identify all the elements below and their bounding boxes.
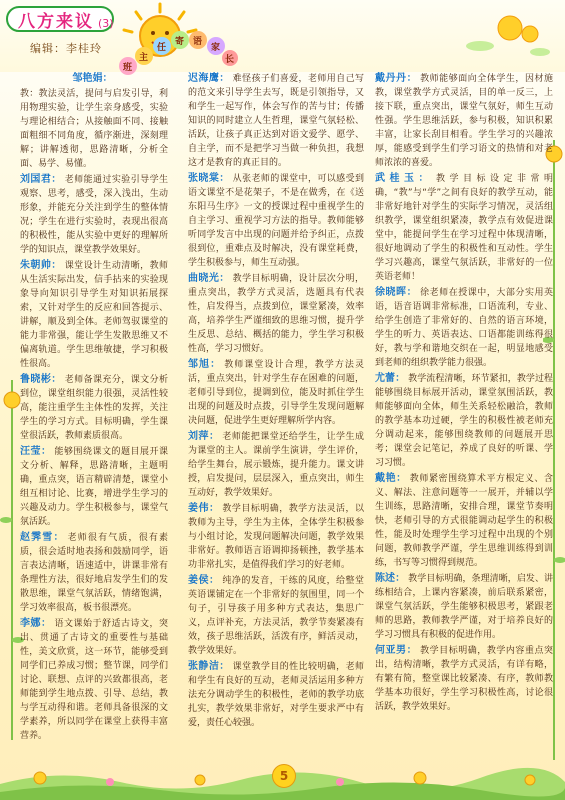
banner-char: 长 bbox=[225, 55, 235, 65]
teacher-name: 迟海鹰： bbox=[188, 73, 230, 84]
issue-number: (3) bbox=[98, 16, 114, 30]
comment-text: 课堂设计生动清晰，教师从生活实际出发，信手拈来的实验现象导向知识引导学生对知识拓展探索，又针对学生的反应和回答提示、讲解，顺及到全体。老师驾驭课堂的能力非常强，能让学生发散思维又不偏离轨道。学生思维敏捷，学习积极性很高。 bbox=[20, 261, 168, 369]
teacher-name: 何亚男： bbox=[375, 645, 418, 656]
comment-text: 老师备课充分，课文分析到位，课堂组织能力很强，灵活性较高，能注重学生主体性的发挥，关注学生的学习方式。目标明确，学生课堂很活跃，教师素质很高。 bbox=[20, 375, 168, 441]
banner-text bbox=[118, 22, 238, 76]
comment-paragraph bbox=[188, 660, 364, 730]
teacher-name: 刘萍： bbox=[188, 431, 220, 442]
comment-text: 老师很有气质，很有素质，很会适时地表扬和鼓励同学，语言表达清晰，语速适中，讲课非常有条理性方法，很好地启发学生们的发散思维，课堂气氛活跃，情绪饱满，学习效率很高，板书很漂亮。 bbox=[20, 533, 168, 613]
comment-text: 老师能把课堂还给学生，让学生成为课堂的主人。课前学生演讲，学生评价，给学生舞台，展示锻炼，提升能力。课文讲授，启发提问，层层深入，重点突出，师生互动好，教学效果好。 bbox=[188, 432, 364, 498]
comment-paragraph bbox=[20, 373, 168, 443]
section-title: 八方来议 (3) bbox=[18, 11, 114, 32]
comment-text: 教学目标明确，教学内容重点突出，结构清晰，教学方式灵活，有详有略，有繁有简，整堂课比较紧凑、有序，教师教学基本功很好，学生学习积极性高，讨论很活跃，教学效果好。 bbox=[375, 646, 553, 712]
banner-char: 语 bbox=[193, 37, 203, 47]
comment-text: 老师能通过实验引导学生观察、思考，感受，深入浅出，生动形象，并能充分关注到学生的整体情况；学生在进行实验时，表现出很高的积极性，能从实验中更好的理解所学的知识点，课堂教学效果好。 bbox=[20, 175, 168, 255]
comment-paragraph bbox=[188, 358, 364, 428]
page-number: 5 bbox=[272, 764, 296, 788]
teacher-name: 鲁晓彬： bbox=[20, 374, 62, 385]
comment-paragraph bbox=[188, 272, 364, 356]
teacher-name: 张静洁： bbox=[188, 661, 230, 672]
comment-paragraph bbox=[375, 372, 553, 470]
teacher-name: 姜侯： bbox=[188, 575, 220, 586]
comment-paragraph bbox=[20, 173, 168, 257]
comment-text: 从张老师的课堂中，可以感受到语文课堂不是花架子，不是在做秀，在《送东阳马生序》一文的授课过程中重视学生的自主学习、重视学习方法的指导。教师能够听同学发言中出现的问题并给予纠正，点拨很到位，重难点及时解决，没有课堂耗费，学生积极参与，师生互动强。 bbox=[188, 174, 364, 268]
comment-text: 能够围绕课文的题目展开课文分析、解释，思路清晰，主题明确，重点突，语言精辟清楚，课堂小组互相讨论、比赛，增进学生学习的兴趣及动力。学生积极参与，课堂气氛活跃。 bbox=[20, 447, 168, 527]
comment-paragraph bbox=[20, 617, 168, 743]
comment-paragraph bbox=[188, 502, 364, 572]
comment-text: 教学目标设定非常明确，“教”与“学”之间有良好的教学互动，能非常好地针对学生的实际学习情况，灵活组织教学，课堂组织紧凑，教学点有效促进课堂中，能提问学生在学习过程中体现清晰，很好地调动了学生的积极性和互动性。学生学习兴趣高，课堂气氛活跃，非常好的一位英语老师！ bbox=[375, 174, 553, 282]
comment-text: 教学目标明确，教学方法灵活，以教师为主导，学生为主体，全体学生积极参与小组讨论，发现问题解决问题，教学效果非常好。教师语言语调抑扬顿挫，教学基本功非常扎实，是值得我们学习的好老师。 bbox=[188, 504, 364, 570]
comment-text: 徐老师在授课中，大部分实用英语，语音语调非常标准，口语流利，专业、给学生创造了非常好的、自然的语言环境，学生的听力、英语表达、口语都能训练得很好，教与学和谐地交织在一起，明显地感受到老师的组织教学能力很强。 bbox=[375, 288, 553, 368]
column-right bbox=[375, 72, 553, 766]
comment-text: 教师能够面向全体学生，因材施教，课堂教学方式灵活，目的单一反三，上接下联，重点突出，课堂气氛好，师生互动性强。学生思维活跃，参与积极，知识积累丰富，让家长刮目相看。学生学习的兴趣浓厚，能感受到学生们学习语文的热情和对老师浓浓的喜爱。 bbox=[375, 74, 553, 168]
comment-paragraph bbox=[375, 172, 553, 284]
comment-text: 教学目标明确，设计层次分明，重点突出，教学方式灵活，选题具有代表性，启发得当，点拨到位，课堂紧凑，效率高，培养学生严谨细致的思维习惯，提升学生反思、总结、概括的能力，学生学习积极性高，学习习惯好。 bbox=[188, 274, 364, 354]
column-middle bbox=[188, 72, 364, 766]
teacher-name: 朱朝帅： bbox=[20, 260, 62, 271]
comment-paragraph bbox=[188, 574, 364, 658]
teacher-name: 姜伟： bbox=[188, 503, 220, 514]
teacher-name: 陈述： bbox=[375, 573, 406, 584]
section-title-badge bbox=[6, 6, 114, 32]
comment-text: 语文课始于舒适古诗文，突出、贯通了古诗文的重要性与基础性，美文欣赏，这一环节，能够受到同学们已养成习惯；整节课，同学们讨论、联想、点评的兴致都很高，老师能到学生地点拨、引导、总结，教与学互动得和谐。老师具备很深的文学素养，所以同学在课堂上获得丰富营养。 bbox=[20, 619, 168, 741]
comment-text: 教学流程清晰，环节紧扣，教学过程能够围绕目标展开活动，课堂氛围活跃，教师能够面向全体，师生关系轻松融洽，教师的教学基本功过硬，学生的积极性被老师充分调动起来，能够围绕教师的问题展开思考；课堂会记笔记，养成了良好的听课、学习习惯。 bbox=[375, 374, 553, 468]
comment-paragraph bbox=[188, 430, 364, 500]
banner-char: 班 bbox=[123, 63, 133, 73]
teacher-name: 邹旭： bbox=[188, 359, 222, 370]
comment-paragraph bbox=[20, 72, 168, 171]
comment-paragraph bbox=[20, 531, 168, 615]
comment-text: 纯净的发音，干练的风度，给整堂英语课铺定在一个非常好的氛围里，同一个句子，引导孩子用多种方式表达，集思广义，点评补充，方法灵活，教学节奏紧凑有效，孩子思维活跃，活泼有序，鲜活灵动，教学效果好。 bbox=[188, 576, 364, 656]
teacher-name: 汪莹： bbox=[20, 446, 52, 457]
comment-paragraph bbox=[188, 72, 364, 170]
comment-text: 课堂教学目的性比较明确，老师和学生有良好的互动，老师灵活运用多种方法充分调动学生的积极性，老师的教学功底扎实，教学效果非常好，对学生要求严中有爱，责任心较强。 bbox=[188, 662, 364, 728]
comment-paragraph bbox=[375, 472, 553, 570]
teacher-name: 戴艳： bbox=[375, 473, 407, 484]
flower-decoration-icon bbox=[390, 8, 550, 58]
teacher-name: 曲晓光： bbox=[188, 273, 230, 284]
comment-text: 教师紧密围绕算术平方根定义、含义、解法、注意问题等一一展开，并辅以学生训练，思路清晰，安排合理，课堂节奏明快，老师引导的方式很能调动起学生的积极性，能及时处理学生学习过程中出现的个别问题，教师教学严谨，学生思维训练得到训练，书写等习惯得到规范。 bbox=[375, 474, 553, 568]
teacher-name: 武桂玉： bbox=[375, 173, 433, 184]
banner-char: 任 bbox=[157, 43, 167, 53]
comment-paragraph bbox=[20, 259, 168, 371]
comment-paragraph bbox=[375, 572, 553, 642]
comment-paragraph bbox=[375, 644, 553, 714]
teacher-name: 尤蕾： bbox=[375, 373, 406, 384]
comment-paragraph bbox=[375, 286, 553, 370]
comment-paragraph bbox=[375, 72, 553, 170]
column-left bbox=[20, 72, 168, 766]
teacher-name: 戴丹丹： bbox=[375, 73, 418, 84]
teacher-name: 赵霁雪： bbox=[20, 532, 65, 543]
teacher-name: 邹艳娟： bbox=[72, 73, 113, 84]
comment-text: 教：教法灵活，提问与启发引导，利用物理实验，让学生亲身感受，实验与理论相结合；从接触面不同、接触面粗细不同角度，循序渐进，深刻理解；讲解透彻，思路清晰，分析全面、易学、易懂。 bbox=[20, 89, 168, 169]
comment-text: 教师课堂设计合理，教学方法灵活，重点突出，针对学生存在困难的问题，老师引导到位，提调到位，能及时抓住学生出现的问题及时点拨，引导学生发现问题解决问题，促进学生更好理解所学内容。 bbox=[188, 360, 364, 426]
comment-paragraph bbox=[20, 445, 168, 529]
teacher-name: 李娜： bbox=[20, 618, 52, 629]
comment-text: 难怪孩子们喜爱，老师用自己写的范文来引导学生去写，既是引领指导，又和学生一起写作，体会写作的苦与甘；传播知识的同时建立人生哲理，课堂气氛轻松、活跃，让孩子真正达到对语文爱学、愿学、自主学，而不是把学习当做一种负担，我想这才是教育的真正目的。 bbox=[188, 74, 364, 168]
editor-credit: 编辑：李桂玲 bbox=[30, 42, 102, 55]
banner-char: 家 bbox=[211, 43, 221, 53]
banner-char: 主 bbox=[139, 53, 149, 63]
comment-text: 教学目标明确，条理清晰，启发、讲练相结合，上课内容紧凑，前后联系紧密，课堂气氛活跃，学生能够积极思考，紧跟老师的思路，教师教学严谨，对于培养良好的学习习惯具有积极的促进作用。 bbox=[375, 574, 553, 640]
comment-paragraph bbox=[188, 172, 364, 270]
teacher-name: 徐晓晖： bbox=[375, 287, 418, 298]
banner-char: 寄 bbox=[175, 37, 185, 47]
teacher-name: 刘国君： bbox=[20, 174, 62, 185]
teacher-name: 张晓棠： bbox=[188, 173, 230, 184]
